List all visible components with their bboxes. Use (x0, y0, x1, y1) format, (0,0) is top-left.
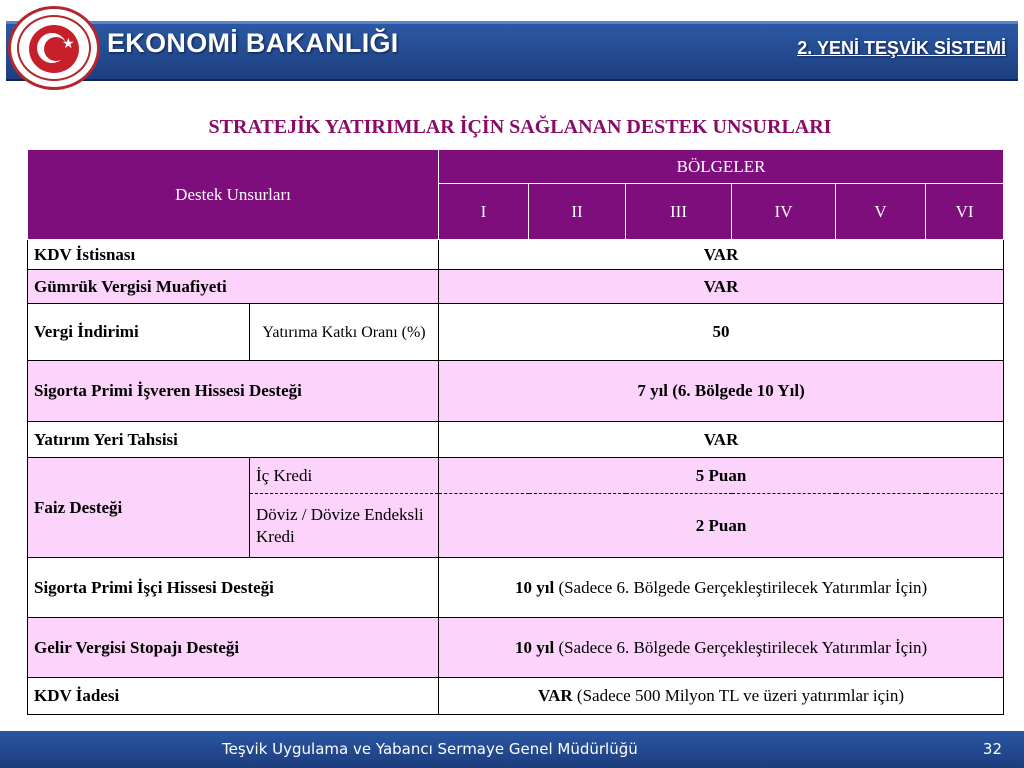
row-value-bold: 10 yıl (514, 577, 555, 597)
ministry-logo-icon: ★ (8, 6, 100, 90)
page-title: STRATEJİK YATIRIMLAR İÇİN SAĞLANAN DESTEK UNSURLARI (208, 116, 832, 138)
row-value: 5 Puan (439, 458, 1004, 494)
section-title: 2. YENİ TEŞVİK SİSTEMİ (797, 38, 1006, 58)
row-value: VAR (439, 422, 1004, 458)
incentive-table (27, 149, 1004, 715)
region-header: VI (926, 184, 1004, 240)
row-value (439, 678, 1004, 715)
table-row (28, 270, 1004, 304)
row-label: Sigorta Primi İşçi Hissesi Desteği (28, 558, 439, 618)
table-row (28, 678, 1004, 715)
table-row (28, 422, 1004, 458)
col-header-support: Destek Unsurları (28, 150, 439, 240)
table-row (28, 304, 1004, 361)
region-header: II (529, 184, 626, 240)
row-label: Vergi İndirimi (28, 304, 250, 361)
row-sub-label: İç Kredi (250, 458, 439, 494)
table-row (28, 361, 1004, 422)
region-header: I (439, 184, 529, 240)
row-label: Faiz Desteği (28, 458, 250, 558)
row-value: VAR (439, 270, 1004, 304)
row-label: KDV İadesi (28, 678, 439, 715)
row-label: Sigorta Primi İşveren Hissesi Desteği (28, 361, 439, 422)
row-value: 2 Puan (439, 494, 1004, 558)
row-sub-label: Yatırıma Katkı Oranı (%) (250, 304, 439, 361)
table-row (28, 558, 1004, 618)
row-value-note: (Sadece 500 Milyon TL ve üzeri yatırımlar için) (572, 686, 905, 705)
row-label: Gümrük Vergisi Muafiyeti (28, 270, 439, 304)
row-value-bold: 10 yıl (514, 637, 555, 657)
slide-header (0, 0, 1024, 80)
slide-footer (0, 731, 1024, 768)
row-value (439, 618, 1004, 678)
row-label: Yatırım Yeri Tahsisi (28, 422, 439, 458)
table-row (28, 240, 1004, 270)
region-header: III (626, 184, 732, 240)
row-value: VAR (439, 240, 1004, 270)
row-value-note: (Sadece 6. Bölgede Gerçekleştirilecek Yatırımlar İçin) (554, 637, 928, 657)
row-value-note: (Sadece 6. Bölgede Gerçekleştirilecek Yatırımlar İçin) (554, 577, 928, 597)
table-row (28, 618, 1004, 678)
region-header: IV (732, 184, 836, 240)
row-value (439, 558, 1004, 618)
row-value: 7 yıl (6. Bölgede 10 Yıl) (439, 361, 1004, 422)
footer-text: Teşvik Uygulama ve Yabancı Sermaye Genel Müdürlüğü (222, 740, 638, 758)
row-value-bold: VAR (538, 686, 573, 705)
region-header: V (836, 184, 926, 240)
row-label: Gelir Vergisi Stopajı Desteği (28, 618, 439, 678)
row-sub-label: Döviz / Dövize Endeksli Kredi (250, 494, 439, 558)
table-row (28, 458, 1004, 494)
row-label: KDV İstisnası (28, 240, 439, 270)
row-value: 50 (439, 304, 1004, 361)
page-number: 32 (982, 740, 1002, 758)
ministry-name: EKONOMİ BAKANLIĞI (107, 28, 399, 58)
col-header-regions: BÖLGELER (439, 150, 1004, 184)
